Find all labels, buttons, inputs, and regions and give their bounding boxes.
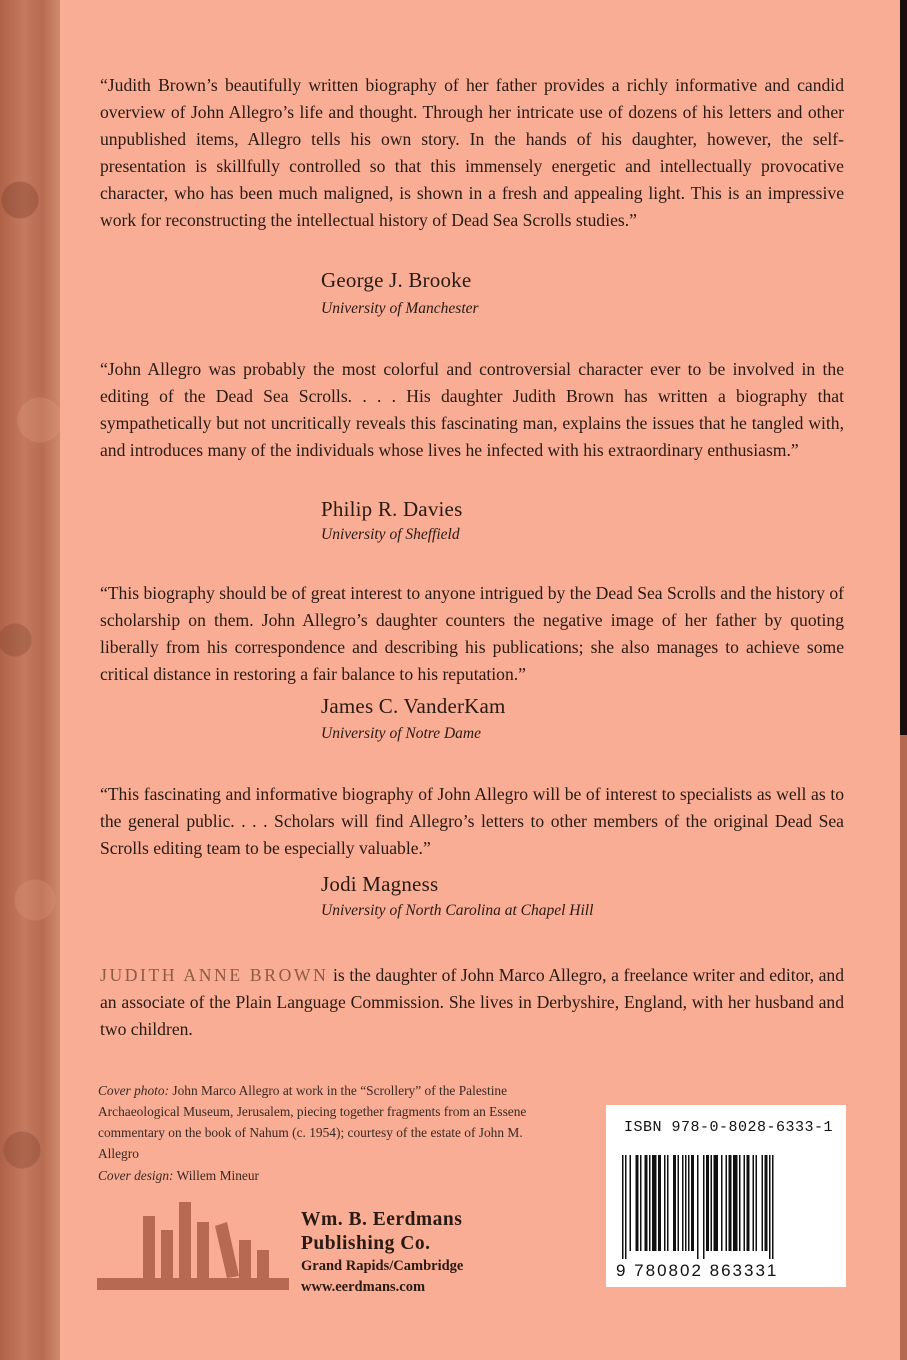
cover-photo-label: Cover photo: — [98, 1083, 170, 1098]
barcode-bar — [729, 1155, 732, 1251]
cover-photo-text: John Marco Allegro at work in the “Scrollery” of the Palestine Archaeological Museum, Jerusalem, piecing together fragments from an Essene commentary on the book of Nahum (c. 1954); courtesy of the estate of John M. Allegro — [98, 1083, 527, 1161]
barcode-bar — [714, 1155, 719, 1251]
barcode-bar — [721, 1155, 723, 1251]
endorsement-quote-3: “This biography should be of great interest to anyone intrigued by the Dead Sea Scrolls and the history of scholarship on them. John Allegro’s daughter counters the negative image of her father by quoting liberally from his correspondence and describing his publications; she also manages to achieve some critical distance in restoring a fair balance to his reputation.” — [100, 583, 844, 684]
right-edge-dark — [900, 0, 907, 735]
endorsement-name-2: Philip R. Davies — [321, 497, 463, 521]
publisher-website: www.eerdmans.com — [301, 1279, 426, 1295]
endorsement-affiliation-1: University of Manchester — [321, 300, 479, 317]
barcode-bar — [711, 1155, 713, 1251]
author-name: JUDITH ANNE BROWN — [100, 965, 329, 985]
books-logo-icon — [97, 1202, 293, 1292]
barcode-bar — [726, 1155, 728, 1251]
cover-photo-credit — [98, 1080, 560, 1164]
barcode-bar — [769, 1155, 771, 1259]
barcode-bar — [658, 1155, 661, 1251]
endorsement-name-4: Jodi Magness — [321, 872, 439, 896]
barcode-digits: 9 780802 863331 — [616, 1261, 779, 1280]
barcode-bar — [733, 1155, 738, 1251]
barcode-bar — [636, 1155, 639, 1251]
publisher-location: Grand Rapids/Cambridge — [301, 1258, 464, 1274]
publisher-name-line1: Wm. B. Eerdmans — [301, 1209, 463, 1230]
endorsement-quote-1: “Judith Brown’s beautifully written biography of her father provides a richly informative and candid overview of John Allegro’s life and thought. Through her intricate use of dozens of his letters and other unpublished items, Allegro tells his own story. In the hands of his daughter, however, the self-presentation is skillfully controlled so that this immensely energetic and intellectually provocative character, who has been much maligned, is shown in a fresh and appealing light. This is an impressive work for reconstructing the intellectual history of Dead Sea Scrolls studies.” — [100, 75, 844, 230]
barcode-bar — [678, 1155, 680, 1251]
barcode-bar — [697, 1155, 699, 1259]
right-edge-light — [900, 735, 907, 1360]
publisher-block — [301, 1208, 463, 1297]
barcode-bar — [762, 1155, 764, 1251]
barcode-bar — [753, 1155, 755, 1251]
barcode-bar — [688, 1155, 690, 1251]
barcode-bar — [765, 1155, 768, 1251]
barcode-bar — [667, 1155, 669, 1251]
barcode-icon — [622, 1155, 830, 1263]
cover-design-text: Willem Mineur — [173, 1168, 259, 1183]
barcode-bar — [682, 1155, 684, 1251]
publisher-name-line2: Publishing Co. — [301, 1233, 431, 1254]
cover-design-label: Cover design: — [98, 1168, 174, 1183]
barcode-bar — [685, 1155, 687, 1251]
barcode-bar — [622, 1155, 624, 1259]
endorsement-affiliation-2: University of Sheffield — [321, 526, 460, 543]
barcode-bar — [744, 1155, 746, 1251]
barcode-bar — [640, 1155, 642, 1251]
endorsement-name-3: James C. VanderKam — [321, 694, 506, 718]
endorsement-quote-4: “This fascinating and informative biography of John Allegro will be of interest to specialists as well as to the general public. . . . Scholars will find Allegro’s letters to other members of the original Dead Sea Scrolls editing team to be especially valuable.” — [100, 784, 844, 858]
endorsement-affiliation-3: University of Notre Dame — [321, 725, 481, 742]
cover-design-credit — [98, 1168, 259, 1184]
endorsement-name-1: George J. Brooke — [321, 268, 472, 292]
barcode-bar — [649, 1155, 651, 1251]
barcode-bar — [664, 1155, 666, 1251]
author-bio — [100, 962, 844, 1043]
author-bio-text: is the daughter of John Marco Allegro, a freelance writer and editor, and an associate of the Plain Language Commission. She lives in Derbyshire, England, with her husband and two children. — [100, 965, 844, 1039]
barcode-bar — [673, 1155, 676, 1251]
endorsement-affiliation-4: University of North Carolina at Chapel Hill — [321, 902, 594, 919]
barcode-bar — [630, 1155, 632, 1251]
endorsement-quote-2: “John Allegro was probably the most colorful and controversial character ever to be involved in the editing of the Dead Sea Scrolls. . . . His daughter Judith Brown has written a biography that sympathetically but not uncritically reveals this fascinating man, explains the issues that he tangled with, and introduces many of the individuals whose lives he infected with his extraordinary enthusiasm.” — [100, 359, 844, 460]
barcode-bar — [706, 1155, 709, 1251]
cover-photo-strip — [0, 0, 60, 1360]
isbn-text: ISBN 978-0-8028-6333-1 — [624, 1119, 834, 1136]
barcode-bar — [691, 1155, 694, 1251]
barcode-bar — [652, 1155, 657, 1251]
barcode-bar — [772, 1155, 774, 1259]
barcode-bar — [756, 1155, 758, 1251]
barcode-bar — [645, 1155, 648, 1251]
barcode-bar — [703, 1155, 705, 1259]
barcode-box — [606, 1105, 846, 1287]
barcode-bar — [747, 1155, 750, 1251]
barcode-bar — [739, 1155, 741, 1251]
barcode-bar — [625, 1155, 627, 1259]
